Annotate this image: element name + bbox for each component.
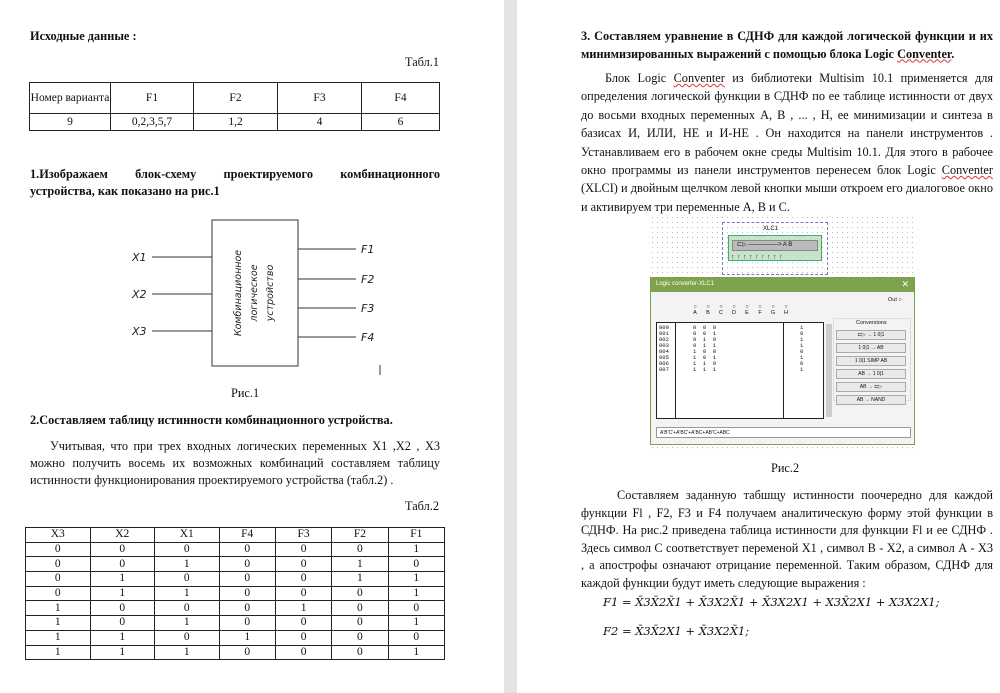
table-cell: 1 [26,645,91,660]
table-cell: 1 [388,572,444,587]
table-cell: 0 [332,542,388,557]
table-cell: 1 [388,542,444,557]
table-cell: 1 [155,586,220,601]
table-cell: 0 [388,557,444,572]
table-header: F2 [194,83,278,114]
table-cell: 0 [155,542,220,557]
section3-heading: 3. Составляем уравнение в СДНФ для каждой логической функции и их минимизированных выражений с помощью блока Logic Conventer. [581,29,993,61]
table-cell: 0 [275,557,331,572]
row-inputs: 1 1 1 [693,366,717,373]
table-row [26,601,445,616]
table-cell: 6 [362,114,440,131]
output-label: F1 [361,243,375,256]
table-cell: 0 [90,601,155,616]
table-cell: 0 [275,616,331,631]
table-cell: 0 [219,572,275,587]
input-label: X3 [132,325,147,338]
table-row [30,114,440,131]
table-cell: 0 [332,630,388,645]
table-cell: 0,2,3,5,7 [111,114,194,131]
xlc1-ab: A B [782,242,793,248]
table-header: F1 [388,528,444,543]
row-inputs: 0 1 1 [693,342,717,349]
close-icon[interactable]: ✕ [901,279,909,289]
block-label: логическое [249,264,260,322]
row-index: 004 [659,348,669,355]
variable-label: A [693,310,697,316]
table-cell: 0 [275,542,331,557]
row-index: 001 [659,330,669,337]
table-cell: 1 [155,616,220,631]
fig1-caption: Рис.1 [231,386,260,400]
variable-toggle[interactable]: ○ C [717,304,725,316]
formula-f2: F2 = X̄3X̄2X1 + X̄3X2X̄1; [603,624,750,638]
row-inputs: 0 0 1 [693,330,717,337]
table-header: X1 [155,528,220,543]
text: из библиотеки Multisim 10.1 применяется для определения логической функции в СДНФ по ее таблице истинности от двух до восьми входных переменных А, В , ... , Н, ее минимизации и синтеза в базисах И, ИЛИ, НЕ и И-НЕ . Он находится на панели инструментов . Устанавливаем его в рабочем окне среды Multisim 10.1. Для этого в рабочее окно программы из панели инструментов перенесем блок Logic [581,71,993,178]
table-cell: 0 [219,557,275,572]
conversion-button[interactable]: ⊏▷ → 1 0|1 [836,330,906,340]
table-cell: 0 [275,645,331,660]
table-cell: 1 [388,645,444,660]
table-cell: 1 [26,630,91,645]
row-index: 002 [659,336,669,343]
table-cell: 4 [278,114,362,131]
row-output[interactable]: 1 [800,366,804,373]
table-cell: 9 [30,114,111,131]
output-label: F3 [361,302,375,315]
conversions-label: Conversions [856,320,887,326]
variable-label: F [758,310,762,316]
xlc1-pins: ↑↑↑↑↑↑↑↑↑ [731,253,785,261]
table-cell: 1 [90,572,155,587]
table-header-row [26,528,445,543]
out-label: Out ○ [888,297,902,303]
output-label: F4 [361,331,375,344]
variable-toggle[interactable]: ○ H [782,304,790,316]
variable-toggle[interactable]: ○ A [691,304,699,316]
row-output[interactable]: 1 [800,336,804,343]
output-label: F2 [361,273,375,286]
text: Блок Logic [605,71,674,85]
table-cell: 0 [155,572,220,587]
table-cell: 1 [275,601,331,616]
table-cell: 0 [275,630,331,645]
xlc1-label: XLC1 [763,226,779,232]
conversion-button[interactable]: AB → NAND [836,395,906,405]
row-output[interactable]: 0 [800,348,804,355]
variable-toggle[interactable]: ○ B [704,304,712,316]
input-label: X2 [132,288,147,301]
table-cell: 1 [90,630,155,645]
table-cell: 0 [219,542,275,557]
row-output[interactable]: 0 [800,360,804,367]
table-header-row [30,83,440,114]
table-header: X2 [90,528,155,543]
table-cell: 0 [388,601,444,616]
table-cell: 0 [275,572,331,587]
table-cell: 0 [332,645,388,660]
table-row [26,616,445,631]
heading-text: 3. Составляем уравнение в СДНФ для каждой логической функции и их минимизированных выражений с помощью блока Logic [581,29,993,61]
scrollbar[interactable] [826,324,832,417]
table-cell: 0 [219,586,275,601]
table-cell: 1 [26,616,91,631]
formula-f1: F1 = X̄3X̄2X̄1 + X̄3X2X̄1 + X̄3X2X1 + X3X̄2X1 + X3X2X1; [603,595,940,609]
truth-table [25,527,445,660]
section2-paragraph: Учитывая, что при трех входных логических переменных X1 ,X2 , X3 можно получить восемь их возможных комбинаций составляем таблицу истинности функционирования проектируемого устройства (табл.2) . [30,439,440,487]
table-cell: 1 [388,586,444,601]
row-output[interactable]: 1 [800,342,804,349]
xlc1-gate-display: ⊏▷ ───────> A B [732,240,818,251]
xlc1-component [722,222,828,275]
block-label: устройство [265,264,276,322]
row-index: 000 [659,324,669,331]
variable-toggle[interactable]: ○ D [730,304,738,316]
table-cell: 1 [219,630,275,645]
table-cell: 0 [219,601,275,616]
text: (XLCI) и двойным щелчком левой кнопки мыши откроем его диалоговое окно и активируем три переменные А, В и С. [581,181,993,214]
table-row [26,557,445,572]
table-row [26,586,445,601]
table-row [26,572,445,587]
table-cell: 0 [219,645,275,660]
row-inputs: 0 1 0 [693,336,717,343]
row-inputs: 1 0 0 [693,348,717,355]
table-cell: 0 [155,601,220,616]
section3-paragraph [581,69,993,216]
row-index: 003 [659,342,669,349]
table-cell: 0 [26,586,91,601]
heading-text-misspelled: Conventer [897,46,952,61]
table-cell: 0 [332,586,388,601]
out-text: Out [888,297,897,303]
expression-field[interactable]: A'B'C'+A'BC'+A'BC+AB'C+ABC [656,427,911,438]
table-cell: 1,2 [194,114,278,131]
table-cell: 0 [388,630,444,645]
section3-paragraph2: Составляем заданную табшщу истинности поочередно для каждой функции Fl , F2, F3 и F4 получаем аналитическую форму этой функции в СДНФ. На рис.2 приведена таблица истинности для функции Fl и ее СДНФ . Здесь символ С соответствует переменой X1 , символ В - X2, а символ А - X3 , а апострофы означают отрицание переменной. Таким образом, СДНФ для каждой функции будут иметь следующие выражения : [581,488,993,590]
row-index: 007 [659,366,669,373]
text: Conventer [673,71,725,85]
initial-data-heading: Исходные данные : [30,29,137,43]
table-cell: 0 [332,616,388,631]
table-header: F2 [332,528,388,543]
table-cell: 0 [26,572,91,587]
block-label: Комбинационное [233,249,244,337]
variable-label: H [784,310,788,316]
section1-heading-line2: устройства, как показано на рис.1 [30,184,220,198]
row-inputs: 0 0 0 [693,324,717,331]
dialog-titlebar [651,278,914,292]
text: Conventer [941,163,993,178]
table-cell: 1 [332,557,388,572]
table-header: X3 [26,528,91,543]
table-header: F3 [278,83,362,114]
conversion-button[interactable]: 1 0|1 SIMP AB [836,356,906,366]
table1 [29,82,440,131]
logic-converter-dialog [650,277,915,445]
variable-toggle[interactable]: ○ E [743,304,751,316]
table-row [26,645,445,660]
block-diagram [120,215,390,375]
conversion-button[interactable]: AB → 1 0|1 [836,369,906,379]
row-inputs: 1 1 0 [693,360,717,367]
table-cell: 1 [90,645,155,660]
variable-label: B [706,310,710,316]
conversion-button[interactable]: 1 0|1 → AB [836,343,906,353]
row-index: 005 [659,354,669,361]
variable-label: D [732,310,736,316]
table-row [26,542,445,557]
table1-caption: Табл.1 [405,55,439,69]
section1-heading-line1: 1.Изображаем блок-схему проектируемого комбинационного [30,167,440,181]
table-cell: 1 [332,572,388,587]
table-header: F4 [219,528,275,543]
row-index: 006 [659,360,669,367]
table-cell: 0 [155,630,220,645]
variable-label: E [745,310,749,316]
variable-toggle[interactable]: ○ G [770,304,776,316]
table-header: F1 [111,83,194,114]
table-cell: 1 [26,601,91,616]
variable-toggle[interactable]: ○ F [756,304,764,316]
xlc1-body [728,235,822,261]
table-cell: 1 [90,586,155,601]
table-cell: 1 [388,616,444,631]
dialog-title: Logic converter-XLC1 [656,281,715,287]
row-output[interactable]: 1 [800,324,804,331]
table-cell: 0 [26,557,91,572]
section2-heading: 2.Составляем таблицу истинности комбинационного устройства. [30,413,393,427]
table-cell: 1 [155,645,220,660]
row-output[interactable]: 1 [800,354,804,361]
row-output[interactable]: 0 [800,330,804,337]
table-cell: 0 [90,616,155,631]
table-cell: 0 [275,586,331,601]
table-cell: 0 [26,542,91,557]
table-cell: 0 [90,557,155,572]
row-inputs: 1 0 1 [693,354,717,361]
table-cell: 1 [155,557,220,572]
table-cell: 0 [332,601,388,616]
table2-caption: Табл.2 [405,499,439,513]
table-header: F3 [275,528,331,543]
table-cell: 0 [219,616,275,631]
variable-label: G [770,310,776,316]
fig2-caption: Рис.2 [771,461,800,475]
input-label: X1 [132,251,147,264]
conversion-button[interactable]: AB → ⊏▷ [836,382,906,392]
table-header: Номер варианта [30,83,111,114]
variable-label: C [719,310,723,316]
table-header: F4 [362,83,440,114]
table-cell: 0 [90,542,155,557]
truth-table-panel [656,322,824,419]
table-row [26,630,445,645]
